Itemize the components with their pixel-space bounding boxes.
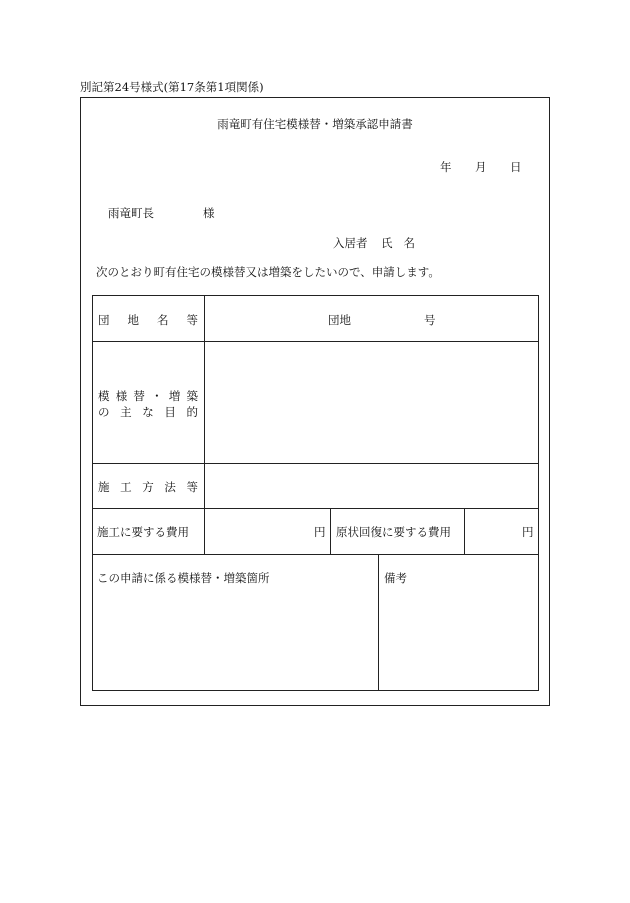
date-year: 年: [440, 160, 452, 174]
form-title: 雨竜町有住宅模様替・増築承認申請書: [217, 117, 413, 131]
applicant-name-label: 氏 名: [381, 236, 415, 250]
restore-cost-label: 原状回復に要する費用: [336, 525, 451, 539]
cost-divider: [330, 508, 331, 554]
date-day: 日: [510, 160, 522, 174]
cost-unit: 円: [314, 525, 326, 539]
intro-text: 次のとおり町有住宅の模様替又は増築をしたいので、申請します。: [96, 265, 440, 279]
restore-cost-unit: 円: [522, 525, 534, 539]
row-divider: [92, 463, 539, 464]
applicant-role: 入居者: [333, 236, 368, 250]
location-label: この申請に係る模様替・増築箇所: [97, 571, 270, 585]
addressee-honorific: 様: [203, 206, 215, 220]
number-unit: 号: [424, 313, 436, 327]
cost-divider: [464, 508, 465, 554]
method-label: 施 工 方 法 等: [98, 480, 198, 494]
addressee: 雨竜町長: [108, 206, 154, 220]
purpose-label-line-1: 模 様 替 ・ 増 築: [98, 389, 198, 403]
purpose-label-line-2: の 主 な 目 的: [98, 405, 198, 419]
row-divider: [92, 341, 539, 342]
cost-label: 施工に要する費用: [97, 525, 189, 539]
remarks-label: 備考: [384, 571, 407, 585]
remarks-divider: [378, 554, 379, 691]
complex-unit: 団地: [328, 313, 351, 327]
row-divider: [92, 508, 539, 509]
label-column-divider: [204, 295, 205, 554]
complex-label: 団 地 名 等: [98, 313, 198, 327]
row-divider: [92, 554, 539, 555]
form-id: 別記第24号様式(第17条第1項関係): [80, 80, 264, 94]
date-month: 月: [475, 160, 487, 174]
